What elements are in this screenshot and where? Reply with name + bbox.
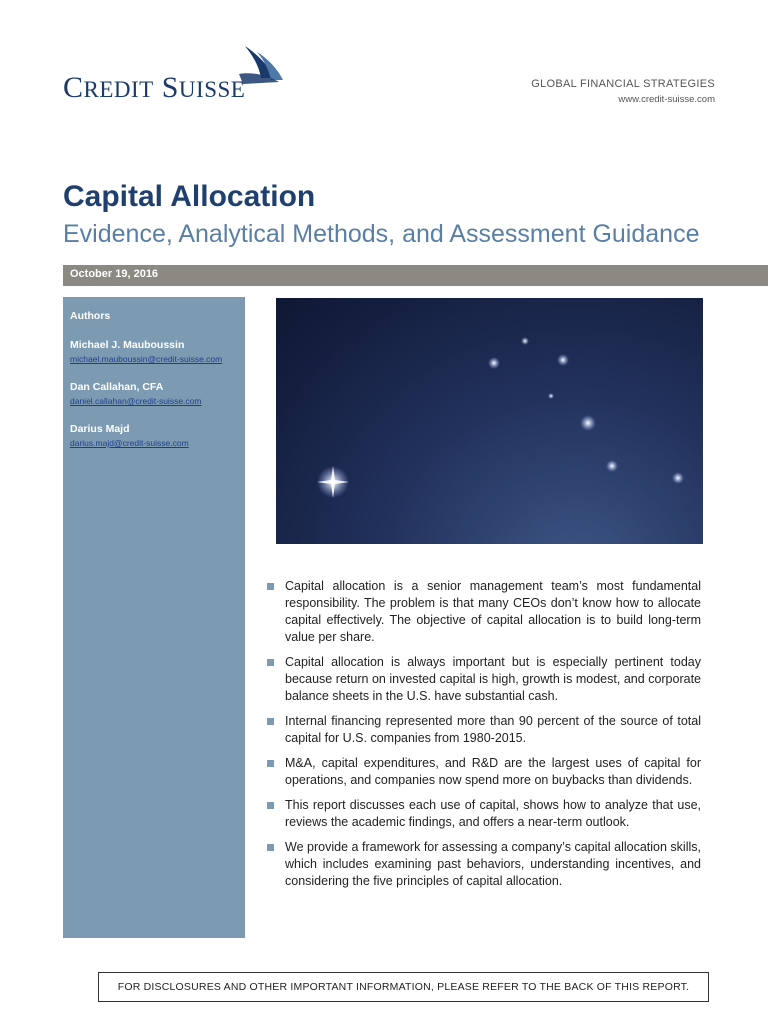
author-entry — [70, 381, 201, 406]
list-item: This report discusses each use of capital, shows how to analyze that use, reviews the academic findings, and offers a near-term outlook. — [266, 797, 701, 831]
authors-sidebar — [63, 297, 245, 938]
list-item: Capital allocation is a senior management team’s most fundamental responsibility. The problem is that many CEOs don’t know how to allocate capital effectively. The objective of capital allocation is to build long-term value per share. — [266, 578, 701, 646]
authors-heading: Authors — [70, 310, 111, 322]
date-bar — [63, 265, 768, 286]
author-name: Darius Majd — [70, 423, 130, 435]
bullet-square-icon — [267, 844, 274, 851]
author-entry — [70, 339, 222, 364]
list-item: M&A, capital expenditures, and R&D are the largest uses of capital for operations, and companies now spend more on buybacks than dividends. — [266, 755, 701, 789]
starry-sky-image — [276, 298, 703, 544]
bullet-square-icon — [267, 718, 274, 725]
author-name: Michael J. Mauboussin — [70, 339, 185, 351]
bullet-square-icon — [267, 583, 274, 590]
list-item: Internal financing represented more than 90 percent of the source of total capital for U.S. companies from 1980-2015. — [266, 713, 701, 747]
star-icon — [317, 337, 684, 498]
bullet-square-icon — [267, 802, 274, 809]
list-item: Capital allocation is always important but is especially pertinent today because return on invested capital is high, growth is modest, and corporate balance sheets in the U.S. have substantial cash. — [266, 654, 701, 705]
list-item: We provide a framework for assessing a company’s capital allocation skills, which includes examining past behaviors, understanding incentives, and considering the five principles of capital allocation. — [266, 839, 701, 890]
author-entry — [70, 423, 189, 448]
header-right — [531, 78, 715, 105]
author-email-link[interactable]: michael.mauboussin@credit-suisse.com — [70, 354, 223, 364]
website-link[interactable]: www.credit-suisse.com — [618, 94, 715, 105]
disclosure-footer: FOR DISCLOSURES AND OTHER IMPORTANT INFORMATION, PLEASE REFER TO THE BACK OF THIS REPORT. — [98, 972, 709, 1002]
report-date: October 19, 2016 — [70, 268, 159, 280]
report-title: Capital Allocation — [63, 180, 316, 213]
report-subtitle: Evidence, Analytical Methods, and Assessment Guidance — [63, 220, 700, 248]
summary-bullets — [266, 578, 701, 898]
bullet-square-icon — [267, 760, 274, 767]
author-email-link[interactable]: daniel.callahan@credit-suisse.com — [70, 396, 202, 406]
author-name: Dan Callahan, CFA — [70, 381, 164, 393]
credit-suisse-logo — [63, 44, 283, 104]
division-label: GLOBAL FINANCIAL STRATEGIES — [531, 78, 715, 90]
bullet-square-icon — [267, 659, 274, 666]
author-email-link[interactable]: darius.majd@credit-suisse.com — [70, 438, 189, 448]
logo-wordmark: CREDIT SUISSE — [63, 71, 246, 104]
